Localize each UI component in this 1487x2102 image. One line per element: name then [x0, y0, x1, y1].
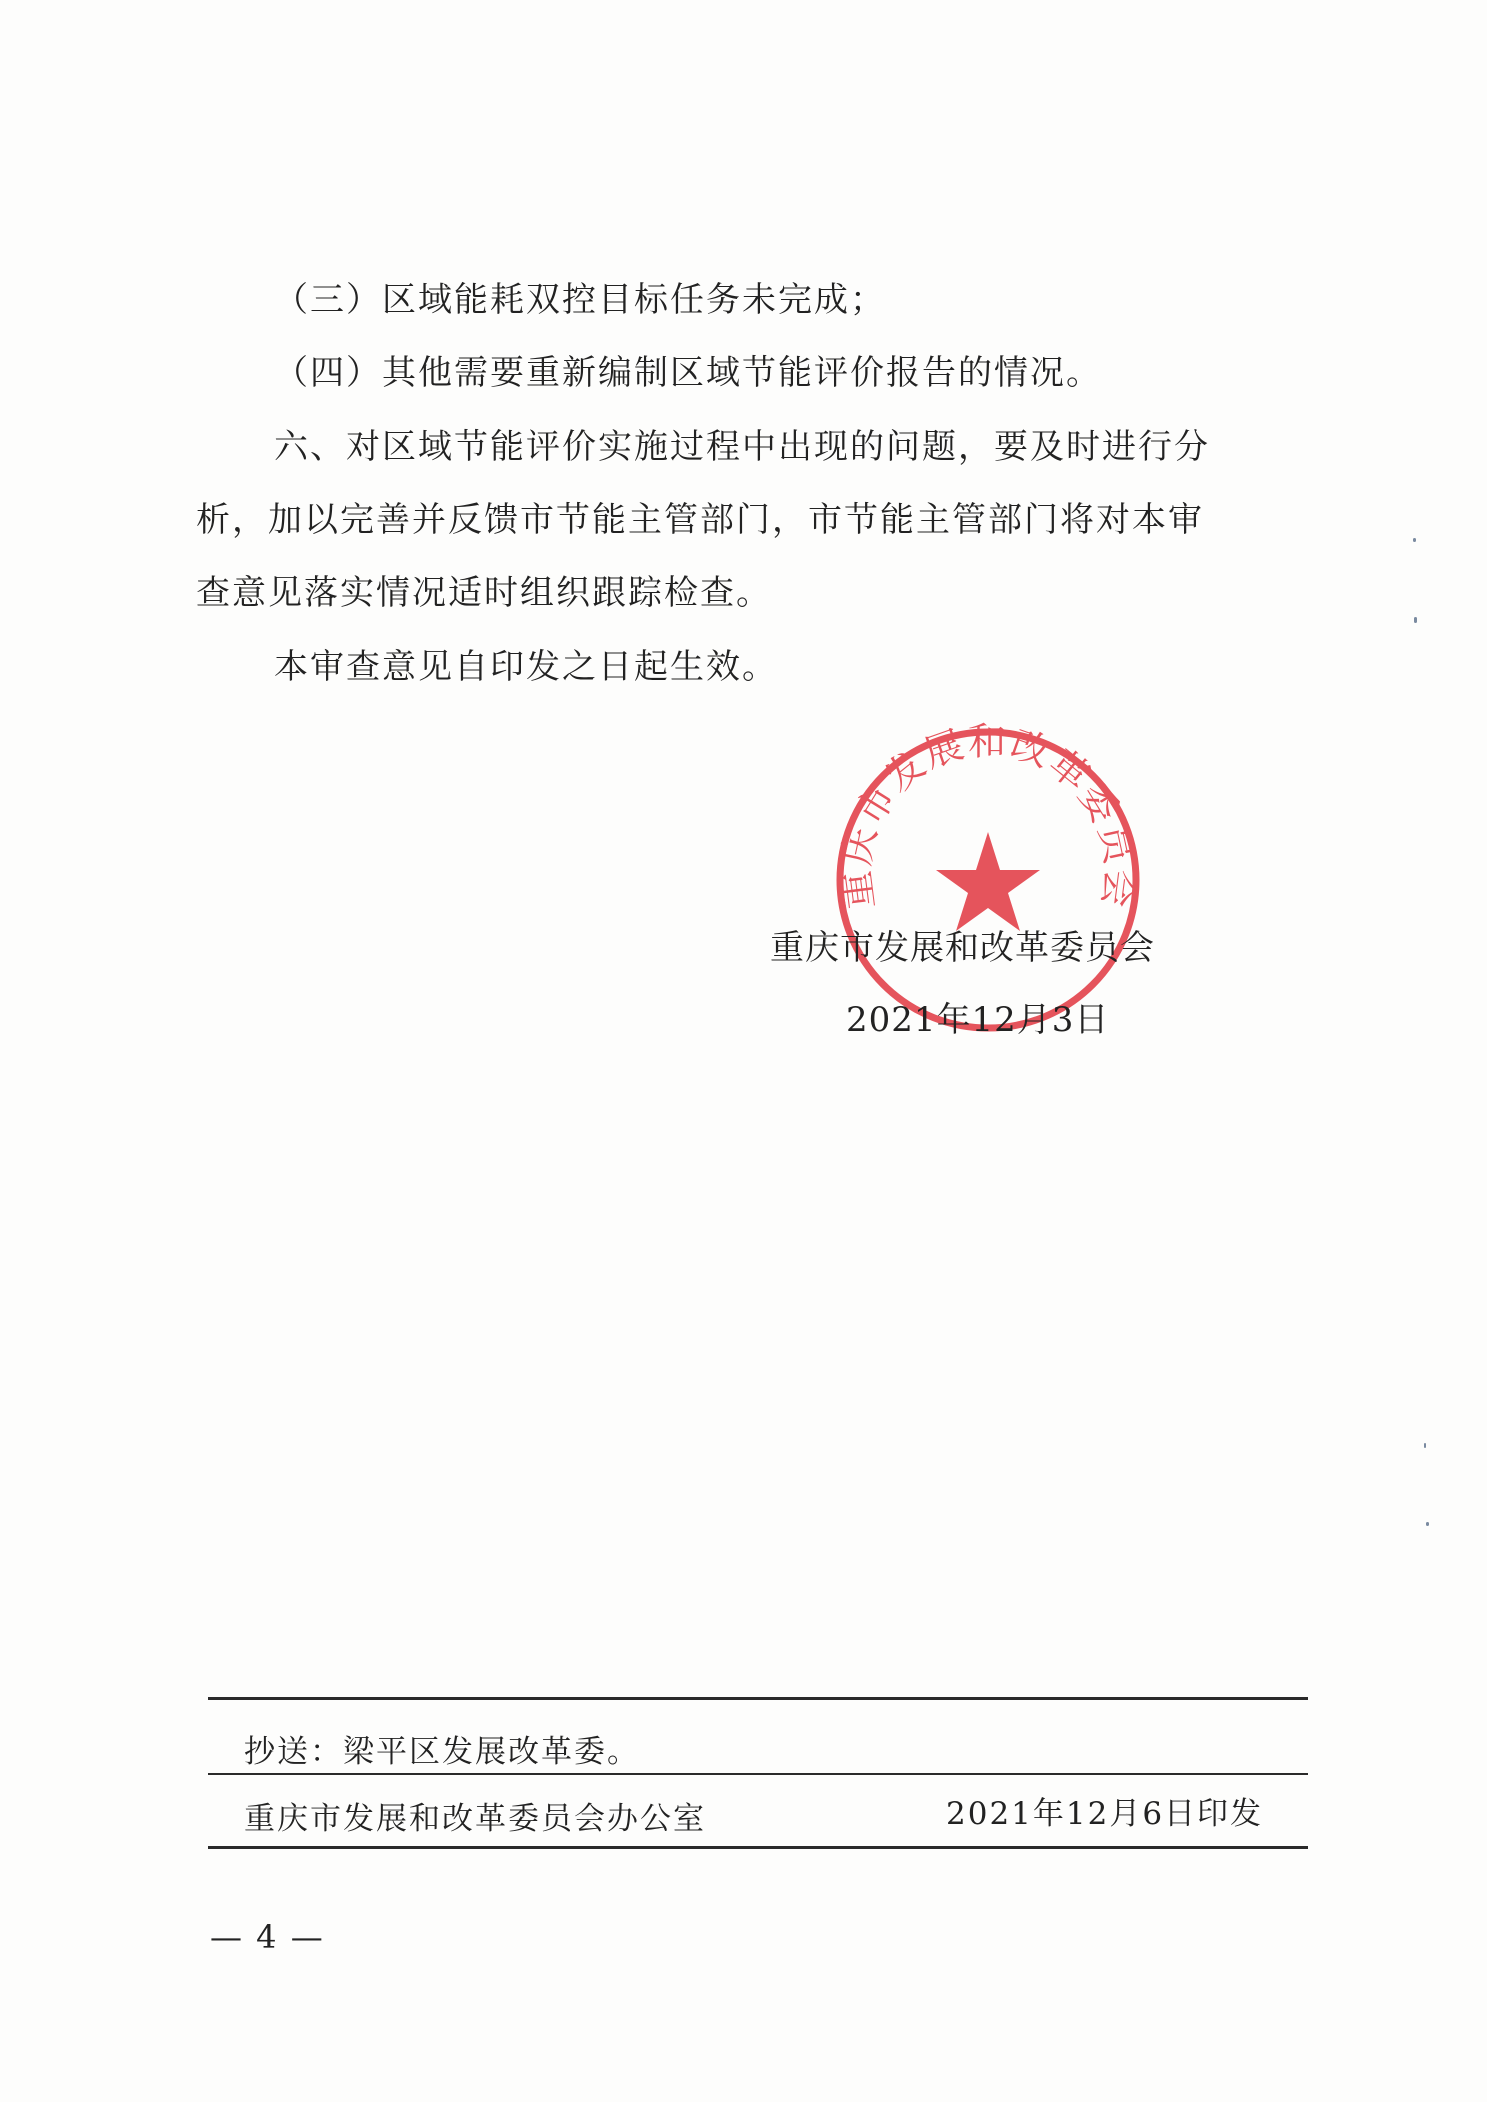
scan-speck [1426, 1522, 1429, 1526]
signature-date: 2021年12月3日 [846, 1000, 1110, 1040]
item-4-text: （四）其他需要重新编制区域节能评价报告的情况。 [274, 353, 1102, 393]
footer-top-rule [208, 1697, 1308, 1700]
scan-speck [1413, 538, 1416, 542]
cc-line: 抄送：梁平区发展改革委。 [244, 1734, 640, 1770]
section-6-line-1: 六、对区域节能评价实施过程中出现的问题，要及时进行分 [274, 427, 1210, 467]
issuing-organization: 重庆市发展和改革委员会 [770, 928, 1155, 968]
item-3-text: （三）区域能耗双控目标任务未完成； [274, 280, 886, 320]
footer-middle-rule [208, 1773, 1308, 1775]
section-6-line-3: 查意见落实情况适时组织跟踪检查。 [196, 573, 772, 613]
svg-text:重庆市发展和改革委员会: 重庆市发展和改革委员会 [833, 720, 1143, 912]
page-number: — 4 — [210, 1918, 325, 1956]
effective-date-text: 本审查意见自印发之日起生效。 [274, 647, 778, 687]
scan-speck [1424, 1443, 1426, 1448]
scan-speck [1414, 617, 1417, 623]
footer-bottom-rule [208, 1846, 1308, 1849]
issue-date: 2021年12月6日印发 [946, 1796, 1264, 1832]
issuer-office: 重庆市发展和改革委员会办公室 [244, 1801, 706, 1837]
section-6-line-2: 析，加以完善并反馈市节能主管部门，市节能主管部门将对本审 [196, 500, 1204, 540]
official-seal-icon [828, 720, 1148, 1040]
